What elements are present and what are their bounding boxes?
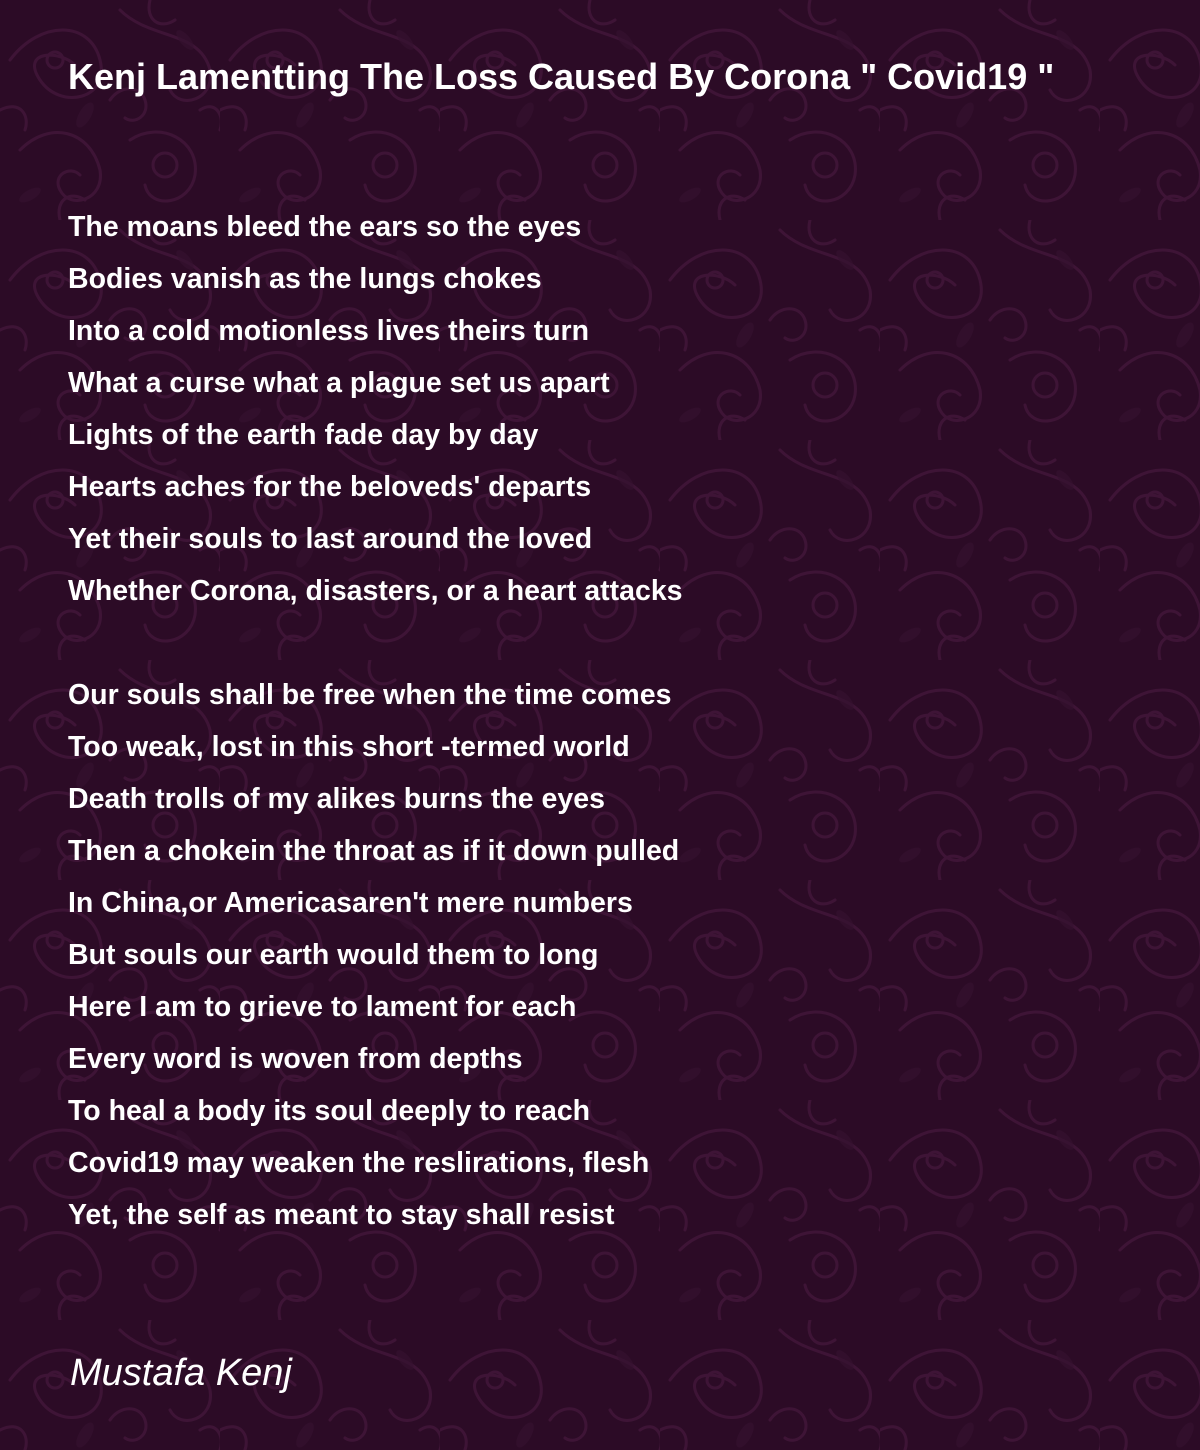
poem-author: Mustafa Kenj [70, 1352, 292, 1394]
poem-line: Yet their souls to last around the loved [68, 523, 593, 555]
poem-line: But souls our earth would them to long [68, 939, 599, 971]
poem-line: In China,or Americasaren't mere numbers [68, 887, 633, 919]
poem-line: Death trolls of my alikes burns the eyes [68, 783, 605, 815]
poem-line: Yet, the self as meant to stay shall resist [68, 1199, 615, 1231]
poem-line: Here I am to grieve to lament for each [68, 991, 577, 1023]
poem-line: Our souls shall be free when the time comes [68, 679, 672, 711]
poem-line: Bodies vanish as the lungs chokes [68, 263, 542, 295]
poem-title: Kenj Lamentting The Loss Caused By Corona " Covid19 " [68, 56, 1055, 97]
poem-line: Hearts aches for the beloveds' departs [68, 471, 592, 503]
poem-line: Covid19 may weaken the reslirations, flesh [68, 1147, 650, 1179]
poem-line: Then a chokein the throat as if it down pulled [68, 835, 680, 867]
poem-line: Every word is woven from depths [68, 1043, 523, 1075]
poem-line: Into a cold motionless lives theirs turn [68, 315, 590, 347]
stanza-1 [68, 205, 683, 621]
poem-line: Whether Corona, disasters, or a heart attacks [68, 575, 683, 607]
poem-line: The moans bleed the ears so the eyes [68, 211, 582, 243]
poem-line: To heal a body its soul deeply to reach [68, 1095, 591, 1127]
stanza-2 [68, 673, 679, 1245]
poem-line: Too weak, lost in this short -termed world [68, 731, 630, 763]
poem-line: What a curse what a plague set us apart [68, 367, 610, 399]
poem-line: Lights of the earth fade day by day [68, 419, 539, 451]
